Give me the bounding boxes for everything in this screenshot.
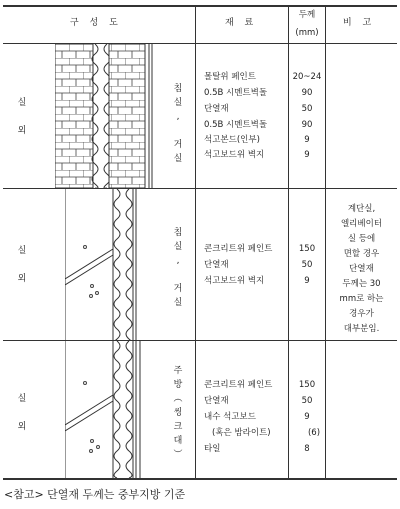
material-item: 단열재	[204, 104, 229, 114]
row1-exterior-label: 실 외	[17, 98, 27, 136]
row3-room-label: 주 방 ︵ 씽 크 대 ︶	[173, 366, 183, 460]
thickness-value: 9	[304, 276, 310, 286]
material-item: 콘크리트위 페인트	[204, 244, 273, 254]
material-item: (혹은 밤라이트)	[212, 428, 271, 438]
material-item: 단열재	[204, 260, 229, 270]
thickness-value: 50	[301, 260, 313, 270]
material-item: 0.5B 시멘트벽돌	[204, 120, 268, 130]
thickness-value: 9	[304, 135, 310, 145]
thickness-value: 50	[301, 396, 313, 406]
material-item: 타일	[204, 444, 221, 454]
header-composition: 구 성 도	[70, 18, 122, 28]
wall-diagram-brick	[55, 44, 160, 188]
row2-room-label: 침 실 , 거 실	[173, 228, 183, 308]
thickness-value: 50	[301, 104, 313, 114]
row2-exterior-label: 실 외	[17, 246, 27, 284]
col-divider-material	[195, 5, 196, 479]
material-item: 몰탈위 페인트	[204, 72, 256, 82]
row2-remarks: 계단실, 엘리베이터 실 등에 면할 경우 단열재 두께는 30 mm로 하는 경우가 대부분임.	[339, 204, 384, 334]
footnote: <참고> 단열재 두께는 중부지방 기준	[4, 488, 186, 501]
material-item: 석고보드위 벽지	[204, 150, 265, 160]
material-item: 0.5B 시멘트벽돌	[204, 88, 268, 98]
header-thickness	[289, 10, 325, 38]
row1-bottom-border	[3, 188, 397, 189]
row1-room-label: 침 실 , 거 실	[173, 84, 183, 164]
thickness-value: 90	[301, 88, 313, 98]
thickness-value: 9	[304, 412, 310, 422]
material-item: 단열재	[204, 396, 229, 406]
header-thickness-label: 두께	[298, 10, 316, 20]
wall-diagram-concrete	[65, 189, 145, 340]
material-item: 석고본드(인부)	[204, 135, 260, 145]
material-item: 콘크리트위 페인트	[204, 380, 273, 390]
thickness-value: 150	[298, 380, 316, 390]
row3-exterior-label: 실 외	[17, 394, 27, 432]
thickness-value: 8	[304, 444, 310, 454]
material-item: 내수 석고보드	[204, 412, 256, 422]
thickness-value: 9	[304, 150, 310, 160]
thickness-value: 150	[298, 244, 316, 254]
wall-diagram-kitchen	[65, 341, 147, 478]
row2-bottom-border	[3, 340, 397, 341]
header-material: 재 료	[225, 18, 258, 28]
table-top-border	[3, 5, 397, 7]
header-thickness-unit: (mm)	[295, 28, 319, 38]
thickness-value: 20~24	[292, 72, 322, 82]
table-bottom-border	[3, 478, 397, 480]
thickness-value: 90	[301, 120, 313, 130]
header-remarks: 비 고	[343, 18, 376, 28]
material-item: 석고보드위 벽지	[204, 276, 265, 286]
thickness-value: (6)	[307, 428, 321, 438]
